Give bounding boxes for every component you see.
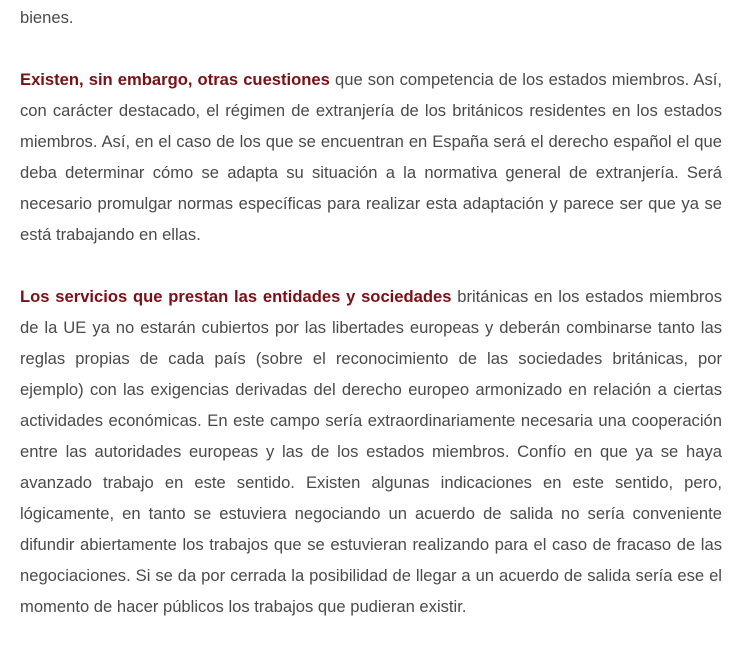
paragraph-1-lead: Existen, sin embargo, otras cuestiones bbox=[20, 70, 330, 89]
paragraph-2-text: británicas en los estados miembros de la UE ya no estarán cubiertos por las libertades europeas y deberán combinarse tanto las reglas propias de cada país (sobre el reconocimiento de las sociedades británicas, por ejemplo) con las exigencias derivadas del derecho europeo armonizado en relación a ciertas actividades económicas. En este campo sería extraordinariamente necesaria una cooperación entre las autoridades europeas y las de los estados miembros. Confío en que ya se haya avanzado trabajo en este sentido. Existen algunas indicaciones en este sentido, pero, lógicamente, en tanto se estuviera negociando un acuerdo de salida no sería conveniente difundir abiertamente los trabajos que se estuvieran realizando para el caso de fracaso de las negociaciones. Si se da por cerrada la posibilidad de llegar a un acuerdo de salida sería ese el momento de hacer públicos los trabajos que pudieran existir. bbox=[20, 287, 722, 616]
paragraph-1 bbox=[20, 64, 722, 250]
fragment-text: bienes. bbox=[20, 8, 74, 27]
article-body bbox=[20, 2, 722, 653]
paragraph-2-lead: Los servicios que prestan las entidades y sociedades bbox=[20, 287, 452, 306]
paragraph-1-text: que son competencia de los estados miembros. Así, con carácter destacado, el régimen de extranjería de los británicos residentes en los estados miembros. Así, en el caso de los que se encuentran en España será el derecho español el que deba determinar cómo se adapta su situación a la normativa general de extranjería. Será necesario promulgar normas específicas para realizar esta adaptación y parece ser que ya se está trabajando en ellas. bbox=[20, 70, 722, 244]
paragraph-fragment bbox=[20, 2, 722, 33]
paragraph-2 bbox=[20, 281, 722, 622]
